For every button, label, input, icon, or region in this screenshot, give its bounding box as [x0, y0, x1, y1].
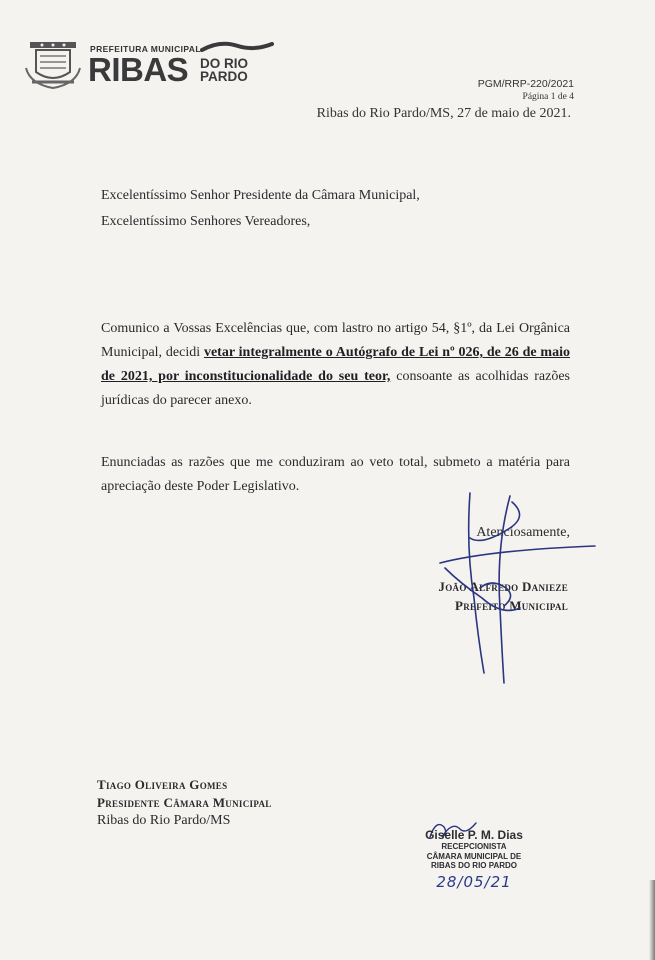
salutation	[101, 183, 420, 235]
reference-code: PGM/RRP-220/2021	[477, 78, 574, 90]
letterhead	[22, 34, 262, 94]
salutation-line: Excelentíssimo Senhor Presidente da Câmara Municipal,	[101, 188, 420, 203]
paragraph-text: consoante as acolhidas razões jurídicas do parecer anexo.	[101, 369, 570, 408]
body-paragraph	[101, 317, 570, 413]
stamp-org: RIBAS DO RIO PARDO	[430, 861, 518, 870]
municipal-crest-icon	[22, 38, 84, 92]
stamp-org: CÂMARA MUNICIPAL DE	[426, 851, 522, 861]
salutation-line: Excelentíssimo Senhores Vereadores,	[101, 214, 311, 229]
signatory-title: Prefeito Municipal	[454, 598, 568, 613]
stamp-name: Giselle P. M. Dias	[425, 828, 523, 842]
page-number: Página 1 de 4	[522, 92, 574, 102]
place-date: Ribas do Rio Pardo/MS, 27 de maio de 2021.	[316, 106, 571, 121]
swoosh-icon	[200, 38, 274, 56]
addressee-location: Ribas do Rio Pardo/MS	[97, 813, 231, 828]
page-edge-shadow	[649, 880, 655, 960]
handwritten-date: 28/05/21	[436, 872, 512, 891]
signatory-name: João Alfredo Danieze	[438, 579, 568, 594]
stamp-role: RECEPCIONISTA	[441, 842, 507, 851]
letterhead-main: RIBAS	[88, 51, 189, 88]
letterhead-sub-line1: DO RIO	[200, 56, 249, 71]
addressee-block	[97, 776, 272, 830]
letterhead-sub	[200, 57, 248, 83]
veto-emphasis: vetar integralmente o Autógrafo de Lei nº 026, de 26 de maio de 2021, por inconstitucionalidade do seu teor,	[101, 345, 570, 384]
reference-block	[478, 78, 574, 104]
mayor-signature	[420, 488, 600, 688]
addressee-name: Tiago Oliveira Gomes	[97, 777, 228, 792]
receipt-stamp	[404, 828, 544, 891]
letterhead-top-line: PREFEITURA MUNICIPAL	[90, 44, 201, 54]
closing: Atenciosamente,	[476, 525, 570, 540]
paragraph-text: Comunico a Vossas Excelências que, com lastro no artigo 54, §1º, da Lei Orgânica Municipal, decidi	[101, 321, 570, 360]
addressee-title: Presidente Câmara Municipal	[97, 795, 272, 810]
letterhead-sub-line2: PARDO	[200, 69, 248, 84]
body-paragraph: Enunciadas as razões que me conduziram ao veto total, submeto a matéria para apreciação deste Poder Legislativo.	[101, 455, 570, 494]
